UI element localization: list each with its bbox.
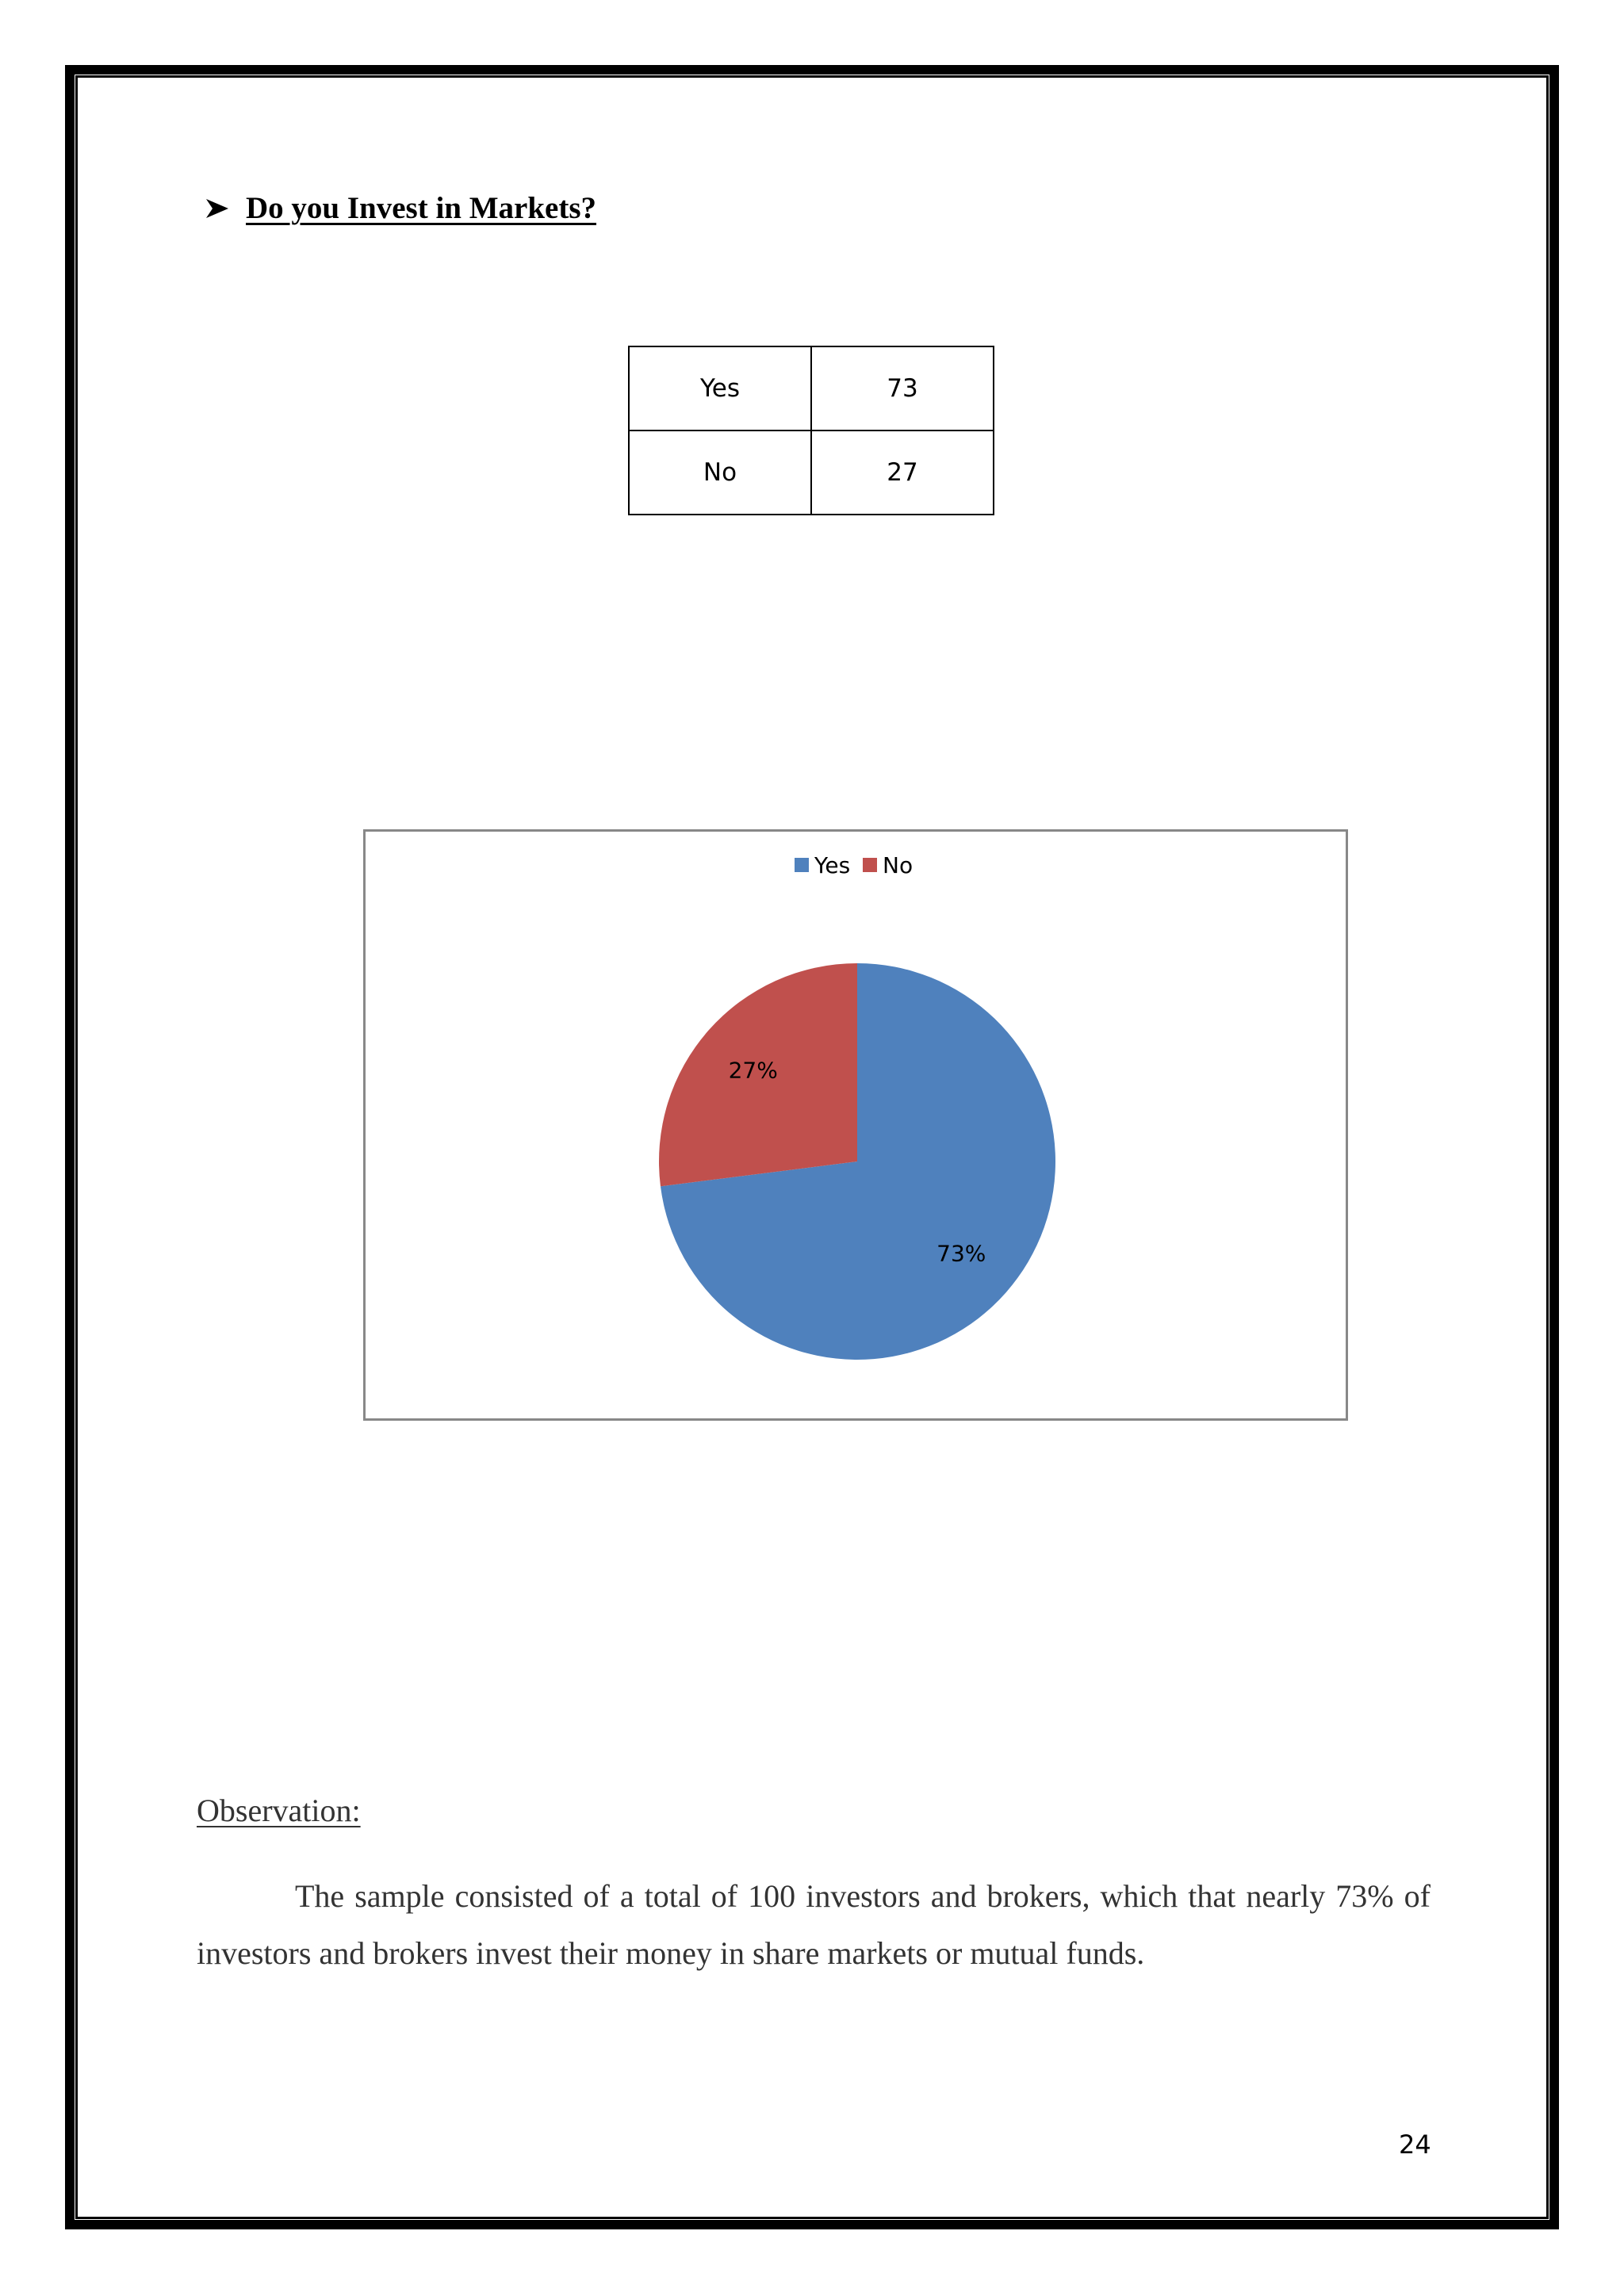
- response-table: [628, 346, 994, 515]
- table-cell-label: No: [629, 430, 811, 515]
- page-number: 24: [1399, 2130, 1431, 2160]
- heading-text: Do you Invest in Markets?: [246, 191, 597, 225]
- table-cell-value: 27: [811, 430, 994, 515]
- table-row: [629, 346, 994, 430]
- observation-body: The sample consisted of a total of 100 investors and brokers, which that nearly 73% of investors and brokers invest their money in share markets or mutual funds.: [197, 1878, 1431, 1971]
- legend-swatch-no: [863, 858, 877, 872]
- pie-data-label: 73%: [936, 1240, 986, 1267]
- observation-title: Observation:: [197, 1793, 361, 1828]
- table-row: [629, 430, 994, 515]
- arrowhead-bullet-icon: [205, 197, 230, 220]
- chart-legend: [795, 852, 913, 878]
- section-heading: [205, 190, 596, 226]
- pie-chart: [366, 832, 1346, 1418]
- pie-data-label: 27%: [728, 1057, 778, 1084]
- table-cell-label: Yes: [629, 346, 811, 430]
- pie-chart-frame: [363, 829, 1348, 1421]
- pie-slices: [659, 963, 1055, 1360]
- table-cell-value: 73: [811, 346, 994, 430]
- legend-swatch-yes: [795, 858, 809, 872]
- legend-label-yes: Yes: [814, 852, 851, 878]
- legend-label-no: No: [883, 852, 914, 878]
